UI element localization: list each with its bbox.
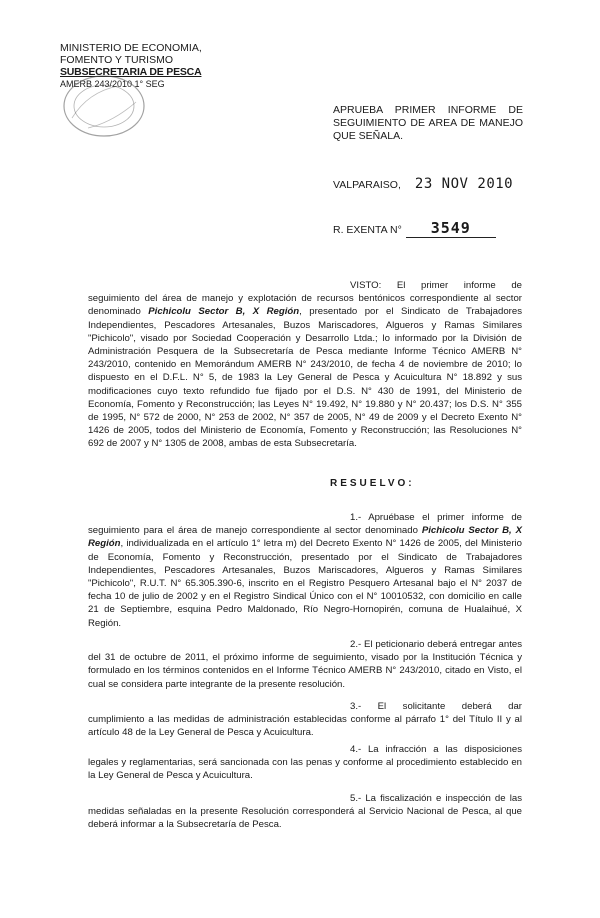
resolution-label: R. EXENTA N°	[333, 224, 402, 236]
resuelvo-heading: RESUELVO:	[330, 478, 415, 489]
document-title: APRUEBA PRIMER INFORME DE SEGUIMIENTO DE AREA DE MANEJO QUE SEÑALA.	[333, 104, 523, 142]
visto-sector: Pichicolu Sector B, X Región	[148, 306, 300, 318]
reference-code: AMERB 243/2010 1° SEG	[60, 79, 165, 89]
subsecretaria-name: SUBSECRETARIA DE PESCA	[60, 66, 202, 78]
resolution-item-1: 1.- Apruébase el primer informe de seguimiento para el área de manejo correspondiente al sector denominado Pichicolu Sector B, X Región, individualizada en el artículo 1° letra m) del Decreto Exento N° 1426 de 2005, del Ministerio de Economía, Fomento y Reconstrucción, presentado por el Sindicato de Trabajadores Independientes, Pescadores Artesanales, Buzos Mariscadores, Algueros y Ramas Similares "Pichicolo", R.U.T. N° 65.305.390-6, inscrito en el Registro Pesquero Artesanal bajo el N° 2037 de fecha 10 de julio de 2002 y en el Registro Sindical Único con el N° 10010532, con domicilio en calle 21 de Septiembre, esquina Pedro Maldonado, Río Negro-Hornopirén, comuna de Hualaihué, X Región.	[88, 512, 522, 629]
r1-sector: Pichicolu Sector B, X Región	[88, 525, 522, 550]
visto-paragraph: VISTO: El primer informe de seguimiento del área de manejo y explotación de recursos bentónicos correspondiente al sector denominado Pichicolu Sector B, X Región, presentado por el Sindicato de Trabajadores Independientes, Pescadores Artesanales, Buzos Mariscadores, Algueros y Ramas Similares "Pichicolo", visado por Sociedad Cooperación y Desarrollo Ltda.; lo informado por la División de Administración Pesquera de la Subsecretaría de Pesca mediante Informe Técnico AMERB N° 243/2010, contenido en Memorándum AMERB N° 243/2010, de fecha 4 de noviembre de 2010; lo dispuesto en el D.F.L. N° 5, de 1983 la Ley General de Pesca y Acuicultura N° 18.892 y sus modificaciones cuyo texto refundido fue fijado por el D.S. N° 430 de 1991, del Ministerio de Economía, Fomento y Reconstrucción; las Leyes N° 19.492, N° 19.880 y N° 20.437; los D.S. N° 355 de 1995, N° 572 de 2000, N° 253 de 2002, N° 357 de 2005, N° 49 de 2009 y el Decreto Exento N° 1426 de 2005, todos del Ministerio de Economía, Fomento y Reconstrucción; las Resoluciones N° 692 de 2007 y N° 1305 de 2008, ambas de esta Subsecretaría.	[88, 280, 523, 450]
official-seal-icon	[58, 72, 150, 138]
ministry-name: MINISTERIO DE ECONOMIA,	[60, 42, 202, 54]
resolution-item-3: 3.- El solicitante deberá dar cumplimiento a las medidas de administración establecidas conforme al párrafo 1° del Título II y al artículo 48 de la Ley General de Pesca y Acuicultura.	[88, 701, 522, 739]
date-stamp: 23 NOV 2010	[414, 176, 514, 192]
resolution-item-4: 4.- La infracción a las disposiciones legales y reglamentarias, será sancionada con las penas y conforme al procedimiento establecido en la Ley General de Pesca y Acuicultura.	[88, 744, 522, 782]
date-place: VALPARAISO,	[333, 179, 401, 191]
resolution-number-line	[333, 219, 496, 238]
date-line	[333, 176, 513, 192]
resolution-number: 3549	[430, 219, 471, 237]
resolution-item-2: 2.- El peticionario deberá entregar antes del 31 de octubre de 2011, el próximo informe de seguimiento, visado por la Institución Técnica y formulado en los términos contenidos en el Informe Técnico AMERB N° 243/2010, citado en Visto, el cual se considera parte integrante de la presente resolución.	[88, 639, 522, 690]
visto-label: VISTO:	[350, 280, 382, 291]
ministry-subname: FOMENTO Y TURISMO	[60, 54, 173, 66]
resolution-item-5: 5.- La fiscalización e inspección de las medidas señaladas en la presente Resolución corresponderá al Servicio Nacional de Pesca, al que deberá informar a la Subsecretaría de Pesca.	[88, 793, 522, 831]
